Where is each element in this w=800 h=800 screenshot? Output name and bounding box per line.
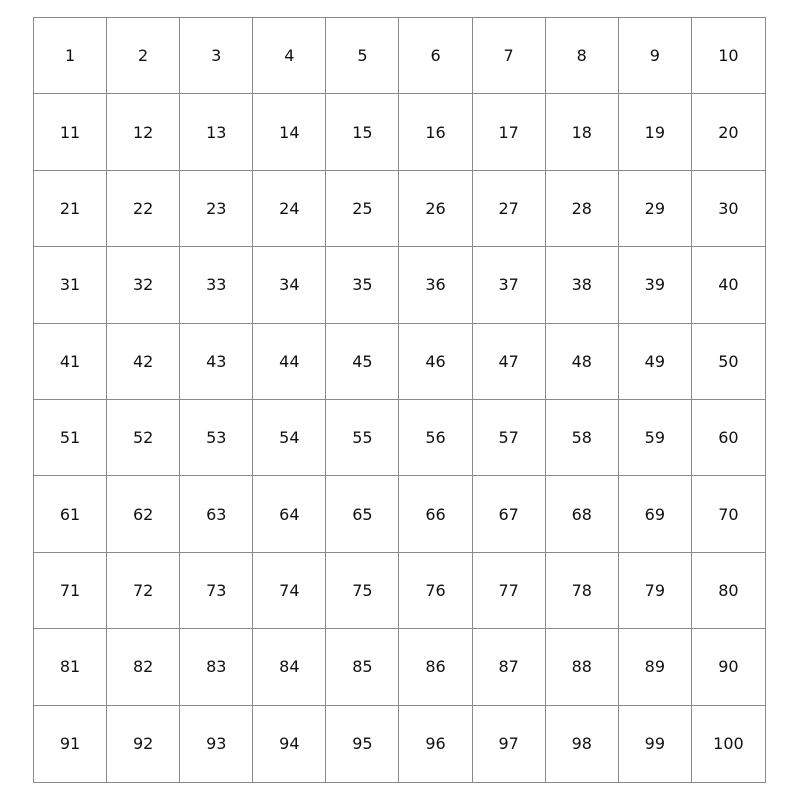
number-cell: 93 <box>180 706 253 782</box>
number-cell: 27 <box>473 171 546 247</box>
number-cell: 75 <box>326 553 399 629</box>
number-cell: 7 <box>473 18 546 94</box>
number-cell: 87 <box>473 629 546 705</box>
number-cell: 37 <box>473 247 546 323</box>
number-cell: 100 <box>713 734 744 754</box>
number-cell: 26 <box>399 171 472 247</box>
number-cell: 12 <box>107 94 180 170</box>
number-cell: 97 <box>473 706 546 782</box>
number-cell: 24 <box>253 171 326 247</box>
number-cell: 45 <box>326 324 399 400</box>
number-cell: 43 <box>180 324 253 400</box>
number-cell: 73 <box>180 553 253 629</box>
number-cell: 83 <box>180 629 253 705</box>
number-cell: 98 <box>546 706 619 782</box>
number-cell: 17 <box>473 94 546 170</box>
number-cell: 19 <box>619 94 692 170</box>
number-cell: 82 <box>107 629 180 705</box>
number-cell: 99 <box>619 706 692 782</box>
number-cell: 5 <box>326 18 399 94</box>
number-cell: 72 <box>107 553 180 629</box>
number-cell: 57 <box>473 400 546 476</box>
number-cell: 10 <box>692 18 765 94</box>
number-cell: 56 <box>399 400 472 476</box>
number-cell: 92 <box>107 706 180 782</box>
number-cell: 85 <box>326 629 399 705</box>
number-cell: 60 <box>692 400 765 476</box>
number-cell: 42 <box>107 324 180 400</box>
number-cell: 3 <box>180 18 253 94</box>
number-cell: 95 <box>326 706 399 782</box>
number-cell: 15 <box>326 94 399 170</box>
number-cell: 23 <box>180 171 253 247</box>
number-cell: 31 <box>34 247 107 323</box>
number-cell: 66 <box>399 476 472 552</box>
number-cell: 94 <box>253 706 326 782</box>
number-cell: 28 <box>546 171 619 247</box>
number-cell: 55 <box>326 400 399 476</box>
number-cell: 39 <box>619 247 692 323</box>
number-cell: 25 <box>326 171 399 247</box>
number-cell: 6 <box>399 18 472 94</box>
number-cell: 70 <box>692 476 765 552</box>
number-cell: 32 <box>107 247 180 323</box>
number-cell: 22 <box>107 171 180 247</box>
number-cell: 67 <box>473 476 546 552</box>
number-cell: 13 <box>180 94 253 170</box>
number-cell: 18 <box>546 94 619 170</box>
number-cell: 4 <box>253 18 326 94</box>
number-cell: 44 <box>253 324 326 400</box>
number-cell: 8 <box>546 18 619 94</box>
number-cell: 38 <box>546 247 619 323</box>
number-cell: 50 <box>692 324 765 400</box>
number-cell: 33 <box>180 247 253 323</box>
number-cell: 96 <box>399 706 472 782</box>
number-cell: 81 <box>34 629 107 705</box>
number-cell: 1 <box>34 18 107 94</box>
number-cell: 69 <box>619 476 692 552</box>
number-cell: 49 <box>619 324 692 400</box>
number-cell: 48 <box>546 324 619 400</box>
number-cell: 20 <box>692 94 765 170</box>
number-cell: 74 <box>253 553 326 629</box>
number-cell: 9 <box>619 18 692 94</box>
number-cell: 91 <box>34 706 107 782</box>
number-cell: 11 <box>34 94 107 170</box>
number-cell: 53 <box>180 400 253 476</box>
number-cell: 14 <box>253 94 326 170</box>
number-cell: 59 <box>619 400 692 476</box>
number-cell: 41 <box>34 324 107 400</box>
number-cell: 71 <box>34 553 107 629</box>
number-cell: 90 <box>692 629 765 705</box>
number-cell: 68 <box>546 476 619 552</box>
number-cell: 76 <box>399 553 472 629</box>
number-cell: 29 <box>619 171 692 247</box>
number-cell: 46 <box>399 324 472 400</box>
number-cell: 2 <box>107 18 180 94</box>
number-cell: 79 <box>619 553 692 629</box>
number-cell: 21 <box>34 171 107 247</box>
number-cell: 86 <box>399 629 472 705</box>
number-cell: 36 <box>399 247 472 323</box>
number-cell: 40 <box>692 247 765 323</box>
number-cell: 61 <box>34 476 107 552</box>
number-cell: 84 <box>253 629 326 705</box>
number-cell: 64 <box>253 476 326 552</box>
number-cell: 35 <box>326 247 399 323</box>
number-cell: 80 <box>692 553 765 629</box>
hundred-chart-grid <box>33 17 766 783</box>
number-cell: 47 <box>473 324 546 400</box>
number-cell: 34 <box>253 247 326 323</box>
number-cell: 16 <box>399 94 472 170</box>
number-cell: 58 <box>546 400 619 476</box>
number-cell: 63 <box>180 476 253 552</box>
number-cell: 89 <box>619 629 692 705</box>
number-cell: 65 <box>326 476 399 552</box>
number-cell: 88 <box>546 629 619 705</box>
number-cell: 54 <box>253 400 326 476</box>
number-cell: 52 <box>107 400 180 476</box>
number-cell: 62 <box>107 476 180 552</box>
number-cell: 78 <box>546 553 619 629</box>
number-cell: 51 <box>34 400 107 476</box>
number-cell: 30 <box>692 171 765 247</box>
number-cell: 77 <box>473 553 546 629</box>
